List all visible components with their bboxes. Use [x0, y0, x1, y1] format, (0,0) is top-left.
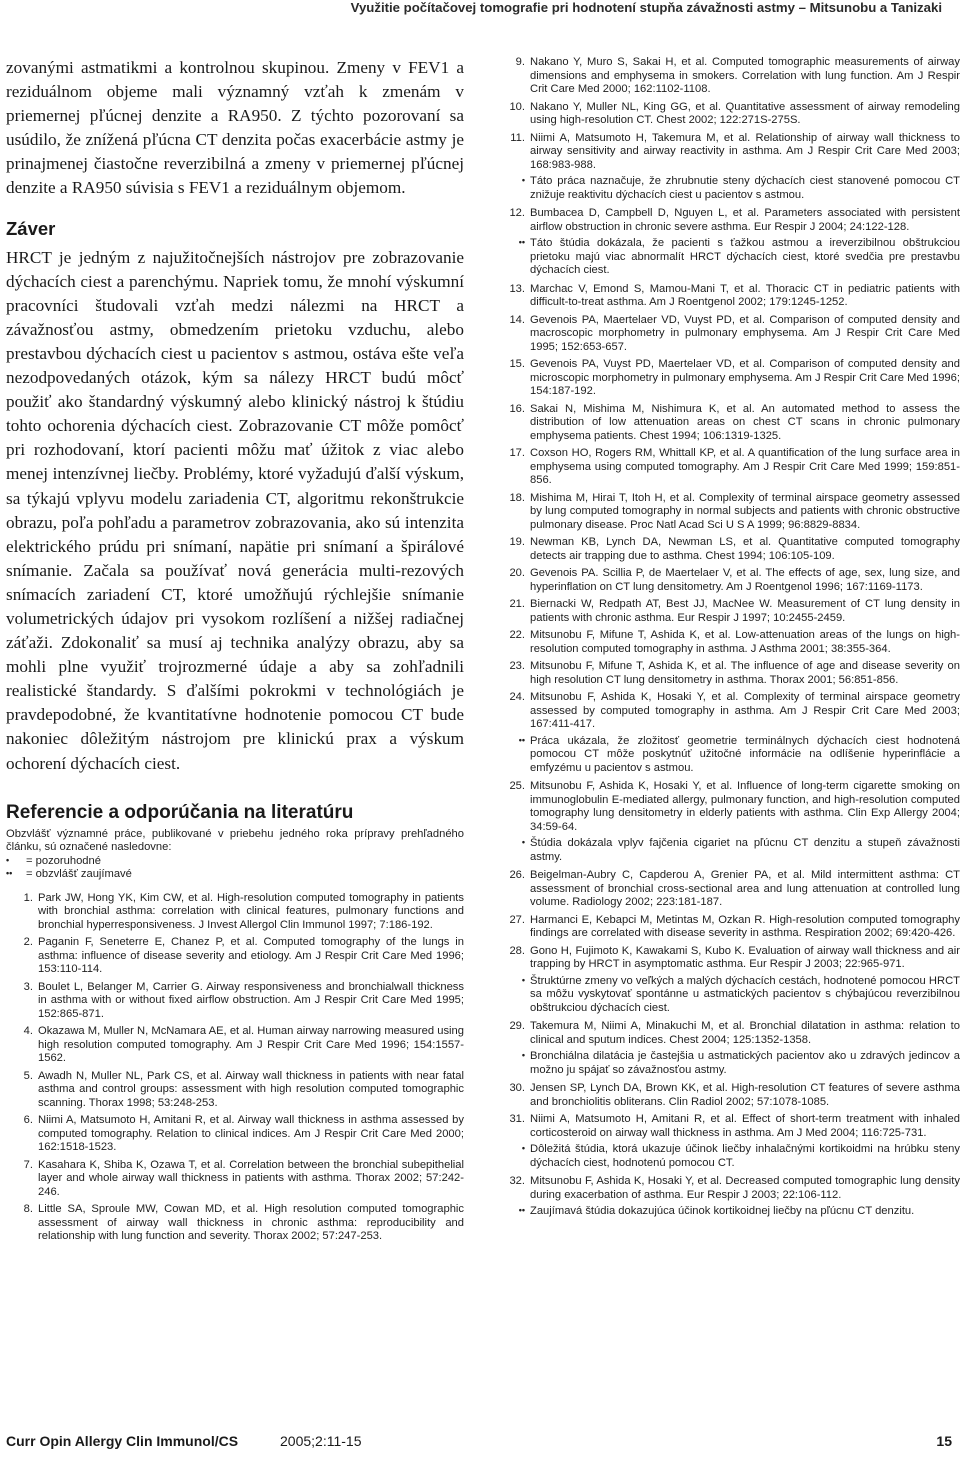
reference-text: Gevenois PA, Vuyst PD, Maertelaer VD, et al. Comparison of computed density and microscopic morphometry in pulmonary emphysema. Am J Respir Crit Care Med 1996; 154:187-192. — [530, 358, 960, 397]
reference-item — [498, 492, 960, 533]
reference-number: 12. — [509, 207, 525, 219]
reference-item — [498, 1113, 960, 1140]
reference-item — [6, 1159, 464, 1200]
reference-number: 15. — [509, 358, 525, 370]
reference-item — [498, 447, 960, 488]
right-column — [498, 56, 960, 1224]
bullet-single-icon: • — [521, 837, 525, 847]
reference-annotation — [498, 1143, 960, 1170]
left-column — [6, 56, 464, 1248]
reference-item — [6, 1203, 464, 1244]
reference-annotation — [498, 837, 960, 864]
reference-item — [498, 56, 960, 97]
reference-list-left — [6, 892, 464, 1244]
reference-annotation-text: Dôležitá štúdia, ktorá ukazuje účinok liečby inhalačnými kortikoidmi na hrúbku steny dýchacích ciest, hodnotenú pomocou CT. — [530, 1143, 960, 1169]
reference-number: 21. — [509, 598, 525, 610]
reference-number: 20. — [509, 567, 525, 579]
reference-number: 28. — [509, 944, 525, 957]
reference-text: Harmanci E, Kebapci M, Metintas M, Ozkan R. High-resolution computed tomography findings are correlated with disease severity in asthma. Respiration 2002; 69:420-426. — [530, 913, 960, 939]
reference-text: Mitsunobu F, Ashida K, Hosaki Y, et al. Decreased computed tomographic lung density during exacerbation of asthma. Eur Respir J 2003; 22:106-112. — [530, 1175, 960, 1201]
reference-text: Bumbacea D, Campbell D, Nguyen L, et al. Parameters associated with persistent airflow obstruction in chronic severe asthma. Eur Respir J 2004; 24:122-128. — [530, 207, 960, 233]
reference-text: Paganin F, Seneterre E, Chanez P, et al. Computed tomography of the lungs in asthma: influence of disease severity and etiology. Am J Respir Crit Care Med 1996; 153:110-114. — [38, 936, 464, 976]
bullet-single-icon: • — [521, 175, 525, 185]
reference-number: 23. — [509, 660, 525, 672]
reference-item — [498, 629, 960, 656]
reference-number: 31. — [509, 1113, 525, 1125]
reference-item — [498, 780, 960, 834]
bullet-double-icon: •• — [518, 734, 525, 745]
reference-annotation-text: Štruktúrne zmeny vo veľkých a malých dýchacích cestách, hodnotené pomocou HRCT sa môžu vyskytovať spontánne u astmatických pacientov s chýbajúcou reverzibilnou obštrukciou dýchacích ciest. — [530, 974, 960, 1014]
bullet-single-icon: • — [521, 1050, 525, 1060]
reference-number: 19. — [509, 536, 525, 548]
reference-annotation — [498, 237, 960, 278]
legend-row — [6, 868, 464, 882]
reference-number: 27. — [509, 913, 525, 926]
reference-text: Gono H, Fujimoto K, Kawakami S, Kubo K. Evaluation of airway wall thickness and air trapping by HRCT in asymptomatic asthma. Eur Respir J 2003; 22:965-971. — [530, 944, 960, 970]
reference-text: Mitsunobu F, Mifune T, Ashida K, et al. The influence of age and disease severity on high resolution CT lung densitometry in asthma. Thorax 2001; 56:851-856. — [530, 660, 960, 686]
footer-journal: Curr Opin Allergy Clin Immunol/CS — [6, 1433, 239, 1449]
reference-item — [498, 691, 960, 732]
reference-annotation — [498, 1205, 960, 1219]
bullet-single-icon: • — [6, 854, 10, 865]
reference-text: Nakano Y, Muro S, Sakai H, et al. Computed tomographic measurements of airway dimensions and emphysema in smokers. Correlation with lung function. Am J Respir Crit Care Med 2000; 162:1102-1108. — [530, 56, 960, 95]
reference-text: Beigelman-Aubry C, Capderou A, Grenier PA, et al. Mild intermittent asthma: CT assessment of bronchial cross-sectional area and lung attenuation at controlled lung volume. Radiology 2002; 223:181-187. — [530, 869, 960, 908]
reference-text: Newman KB, Lynch DA, Newman LS, et al. Quantitative computed tomography detects air trapping due to asthma. Chest 1994; 106:105-109. — [530, 536, 960, 562]
reference-text: Gevenois PA. Scillia P, de Maertelaer V, et al. The effects of age, sex, lung size, and hyperinflation on CT lung densitometry. Am J Roentgenol 1996; 167:1169-1173. — [530, 567, 960, 593]
reference-annotation-text: Zaujímavá štúdia dokazujúca účinok kortikoidnej liečby na pľúcnu CT denzitu. — [530, 1205, 915, 1217]
running-head: Využitie počítačovej tomografie pri hodnotení stupňa závažnosti astmy – Mitsunobu a Tanizaki — [350, 0, 942, 15]
reference-number: 17. — [509, 447, 525, 459]
reference-text: Awadh N, Muller NL, Park CS, et al. Airway wall thickness in patients with near fatal asthma and control groups: assessment with high resolution computed tomographic scanning. Thorax 1998; 53:248-253. — [38, 1069, 464, 1109]
reference-item — [6, 981, 464, 1022]
reference-item — [498, 358, 960, 399]
footer-pages: 2005;2:11-15 — [280, 1433, 362, 1449]
body-paragraph-2: HRCT je jedným z najužitočnejších nástrojov pre zobrazovanie dýchacích ciest a parenchýmu. Napriek tomu, že mnohí výskumní pracovníci študovali vzťah medzi nálezmi na HRCT a závažnosťou astmy, obmedzením prietoku vzduchu, alebo prestavbou dýchacích ciest u pacientov s astmou, ostáva ešte veľa nezodpovedaných otázok, kým sa nálezy HRCT budú môcť použiť ako štandardný výskumný alebo klinický nástroj k štúdiu tohto ochorenia dýchacích ciest. Zobrazovanie CT môže pomôcť pri rozhodovaní, ktorí pacienti môžu mať úžitok z viac alebo menej intenzívnej liečby. Problémy, ktoré vyžadujú ďalší výskum, sa týkajú vplyvu modelu zariadenia CT, algoritmu rekonštrukcie obrazu, poľa pohľadu a parametrov zobrazovania, ako sú intenzita elektrického prúdu pri snímaní, napätie pri snímaní a špirálové snímanie. Začala sa používať nová generácia multi-rezových snímacích zariadení CT, ktoré umožňujú rýchlejšie snímanie volumetrických údajov pri vysokom rozlíšení a nižšej radiačnej záťaži. Zdokonaliť sa musí aj technika analýzy obrazu, aby sa mohli plne využiť trojrozmerné údaje a aby sa zohľadnili realistické štandardy. S ďalšími pokrokmi v technológiách je pravdepodobné, že kvantitatívne hodnotenie pomocou CT bude nakoniec dôležitým nástrojom pre klinickú prax a výskum ochorení dýchacích ciest. — [6, 247, 464, 773]
reference-annotation-text: Štúdia dokázala vplyv fajčenia cigariet na pľúcnu CT denzitu a stupeň závažnosti astmy. — [530, 837, 960, 863]
legend-row — [6, 855, 464, 869]
reference-text: Jensen SP, Lynch DA, Brown KK, et al. High-resolution CT features of severe asthma and bronchiolitis obliterans. Clin Radiol 2002; 57:1078-1085. — [530, 1082, 960, 1108]
reference-annotation-text: Táto štúdia dokázala, že pacienti s ťažkou astmou a ireverzibilnou obštrukciou prietoku majú viac abnormalít HRCT dýchacích ciest, ktoré svedčia pre prestavbu dýchacích ciest. — [530, 237, 960, 276]
reference-item — [498, 536, 960, 563]
reference-item — [498, 869, 960, 910]
reference-number: 22. — [509, 629, 525, 641]
reference-text: Mishima M, Hirai T, Itoh H, et al. Complexity of terminal airspace geometry assessed by lung computed tomography in normal subjects and patients with chronic obstructive pulmonary disease. Proc Natl Acad Sci U S A 1999; 96:8829-8834. — [530, 491, 960, 531]
reference-item — [498, 101, 960, 128]
reference-text: Biernacki W, Redpath AT, Best JJ, MacNee W. Measurement of CT lung density in patients with chronic asthma. Eur Respir J 1997; 10:2455-2459. — [530, 598, 960, 624]
reference-text: Niimi A, Matsumoto H, Amitani R, et al. Effect of short-term treatment with inhaled corticosteroid on airway wall thickness in asthma. Am J Med 2004; 116:725-731. — [530, 1113, 960, 1139]
reference-item — [6, 1025, 464, 1066]
reference-item — [498, 403, 960, 444]
reference-item — [498, 1175, 960, 1202]
reference-item — [498, 598, 960, 625]
reference-item — [498, 207, 960, 234]
reference-text: Marchac V, Emond S, Mamou-Mani T, et al. Thoracic CT in pediatric patients with difficult-to-treat asthma. Am J Roentgenol 2002; 179:1245-1252. — [530, 282, 960, 308]
bullet-single-icon: • — [521, 974, 525, 985]
reference-item — [6, 892, 464, 933]
bullet-single-icon: • — [521, 1143, 525, 1153]
reference-number: 29. — [509, 1020, 525, 1032]
reference-number: 4. — [23, 1025, 33, 1038]
reference-item — [6, 1070, 464, 1111]
reference-number: 3. — [23, 980, 33, 993]
reference-item — [498, 1082, 960, 1109]
reference-number: 13. — [509, 282, 525, 295]
reference-text: Gevenois PA, Maertelaer VD, Vuyst PD, et al. Comparison of computed density and macroscopic morphometry in pulmonary emphysema. Am J Respir Crit Care Med 1995; 152:653-657. — [530, 313, 960, 353]
reference-item — [498, 1020, 960, 1047]
reference-number: 24. — [509, 691, 525, 703]
reference-annotation — [498, 735, 960, 776]
reference-number: 9. — [515, 56, 525, 68]
reference-text: Little SA, Sproule MW, Cowan MD, et al. High resolution computed tomographic assessment of airway wall thickness in chronic asthma: reproducibility and relationship with lung function and severity. Thorax 2002; 57:247-253. — [38, 1203, 464, 1243]
reference-text: Nakano Y, Muller NL, King GG, et al. Quantitative assessment of airway remodeling using high-resolution CT. Chest 2002; 122:271S-275S. — [530, 100, 960, 126]
body-paragraph-1: zovanými astmatikmi a kontrolnou skupinou. Zmeny v FEV1 a reziduálnom objeme mali významný vzťah k zmenám v priemernej pľúcnej denzite a RA950. Z týchto pozorovaní sa usúdilo, že znížená pľúcna CT denzita počas exacerbácie astmy je prinajmenej čiastočne reverzibilná a zmeny v priemernej pľúcnej denzite a RA950 súvisia s FEV1 a reziduálnym objemom. — [6, 58, 464, 198]
reference-text: Mitsunobu F, Mifune T, Ashida K, et al. Low-attenuation areas of the lungs on high-resolution computed tomography in asthma. J Asthma 2001; 38:355-364. — [530, 629, 960, 655]
reference-item — [498, 660, 960, 687]
reference-annotation-text: Bronchiálna dilatácia je častejšia u astmatických pacientov ako u zdravých jedincov a možno ju spájať so závažnosťou astmy. — [530, 1050, 960, 1076]
reference-item — [498, 132, 960, 173]
reference-text: Kasahara K, Shiba K, Ozawa T, et al. Correlation between the bronchial subepithelial layer and whole airway wall thickness in patients with asthma. Thorax 2002; 57:242-246. — [38, 1158, 464, 1198]
reference-number: 2. — [23, 936, 33, 949]
reference-text: Takemura M, Niimi A, Minakuchi M, et al. Bronchial dilatation in asthma: relation to clinical and sputum indices. Chest 2004; 125:1352-1358. — [530, 1020, 960, 1046]
references-heading: Referencie a odporúčania na literatúru — [6, 801, 354, 823]
bullet-double-icon: •• — [6, 868, 13, 879]
reference-text: Niimi A, Matsumoto H, Takemura M, et al. Relationship of airway wall thickness to airway sensitivity and airway reactivity in asthma. Am J Respir Crit Care Med 2003; 168:983-988. — [530, 131, 960, 171]
reference-number: 11. — [510, 131, 525, 144]
reference-number: 7. — [23, 1158, 33, 1171]
legend-text: = pozoruhodné — [26, 854, 101, 867]
reference-text: Niimi A, Matsumoto H, Amitani R, et al. Airway wall thickness in asthma assessed by computed tomography. Relation to clinical indices. Am J Respir Crit Care Med 2000; 162:1518-1523. — [38, 1114, 464, 1154]
reference-item — [498, 945, 960, 972]
reference-text: Okazawa M, Muller N, McNamara AE, et al. Human airway narrowing measured using high resolution computed tomography. Am J Respir Crit Care Med 1996; 154:1557-1562. — [38, 1025, 464, 1065]
reference-number: 6. — [23, 1114, 33, 1127]
reference-item — [498, 283, 960, 310]
reference-list-right — [498, 56, 960, 1219]
reference-number: 32. — [509, 1175, 525, 1187]
references-intro: Obzvlášť významné práce, publikované v priebehu jedného roka prípravy prehľadného článku, sú označené nasledovne: — [6, 827, 464, 854]
reference-annotation — [498, 175, 960, 202]
reference-number: 8. — [23, 1203, 33, 1216]
reference-text: Mitsunobu F, Ashida K, Hosaki Y, et al. Complexity of terminal airspace geometry assessed by computed tomography in asthma. Am J Respir Crit Care Med 2003; 167:411-417. — [530, 691, 960, 730]
reference-annotation — [498, 975, 960, 1016]
reference-number: 25. — [509, 780, 525, 792]
reference-number: 10. — [509, 100, 525, 113]
reference-number: 14. — [509, 313, 525, 326]
reference-item — [6, 936, 464, 977]
reference-annotation-text: Práca ukázala, že zložitosť geometrie terminálnych dýchacích ciest hodnotená pomocou CT môže poskytnúť užitočné informácie na odlíšenie hyperinflácie a emfyzému u pacientov s astmou. — [530, 734, 960, 774]
reference-number: 1. — [23, 891, 33, 904]
reference-text: Sakai N, Mishima M, Nishimura K, et al. An automated method to assess the distribution of low attenuation areas on chest CT scans in chronic pulmonary emphysema patients. Chest 1994; 106:1319-1325. — [530, 402, 960, 442]
reference-annotation-text: Táto práca naznačuje, že zhrubnutie steny dýchacích ciest stanovené pomocou CT znižuje reaktivitu dýchacích ciest u pacientov s astmou. — [530, 175, 960, 201]
reference-item — [498, 314, 960, 355]
reference-text: Coxson HO, Rogers RM, Whittall KP, et al. A quantification of the lung surface area in emphysema using computed tomography. Am J Respir Crit Care Med 1999; 159:851-856. — [530, 447, 960, 486]
conclusion-heading: Záver — [6, 217, 56, 239]
reference-item — [498, 567, 960, 594]
reference-item — [6, 1114, 464, 1155]
reference-text: Mitsunobu F, Ashida K, Hosaki Y, et al. Influence of long-term cigarette smoking on immunoglobulin E-mediated allergy, pulmonary function, and high-resolution computed tomography lung densitometry in elderly patients with asthma. Clin Exp Allergy 2004; 34:59-64. — [530, 780, 960, 833]
reference-number: 30. — [509, 1082, 525, 1094]
legend-text: = obzvlášť zaujímavé — [26, 868, 132, 881]
reference-text: Park JW, Hong YK, Kim CW, et al. High-resolution computed tomography in patients with bronchial asthma: correlation with clinical features, pulmonary functions and bronchial hyperresponsiveness. J Invest Allergol Clin Immunol 1997; 7:186-192. — [38, 891, 464, 931]
reference-number: 5. — [23, 1069, 33, 1082]
reference-number: 18. — [509, 491, 525, 504]
reference-number: 26. — [509, 869, 525, 881]
reference-item — [498, 914, 960, 941]
reference-number: 16. — [509, 402, 525, 415]
reference-text: Boulet L, Belanger M, Carrier G. Airway responsiveness and bronchialwall thickness in asthma with or without fixed airflow obstruction. Am J Respir Crit Care Med 1995; 152:865-871. — [38, 980, 464, 1020]
page-number: 15 — [936, 1433, 952, 1449]
bullet-double-icon: •• — [518, 1205, 525, 1215]
bullet-double-icon: •• — [518, 237, 525, 247]
reference-annotation — [498, 1050, 960, 1077]
